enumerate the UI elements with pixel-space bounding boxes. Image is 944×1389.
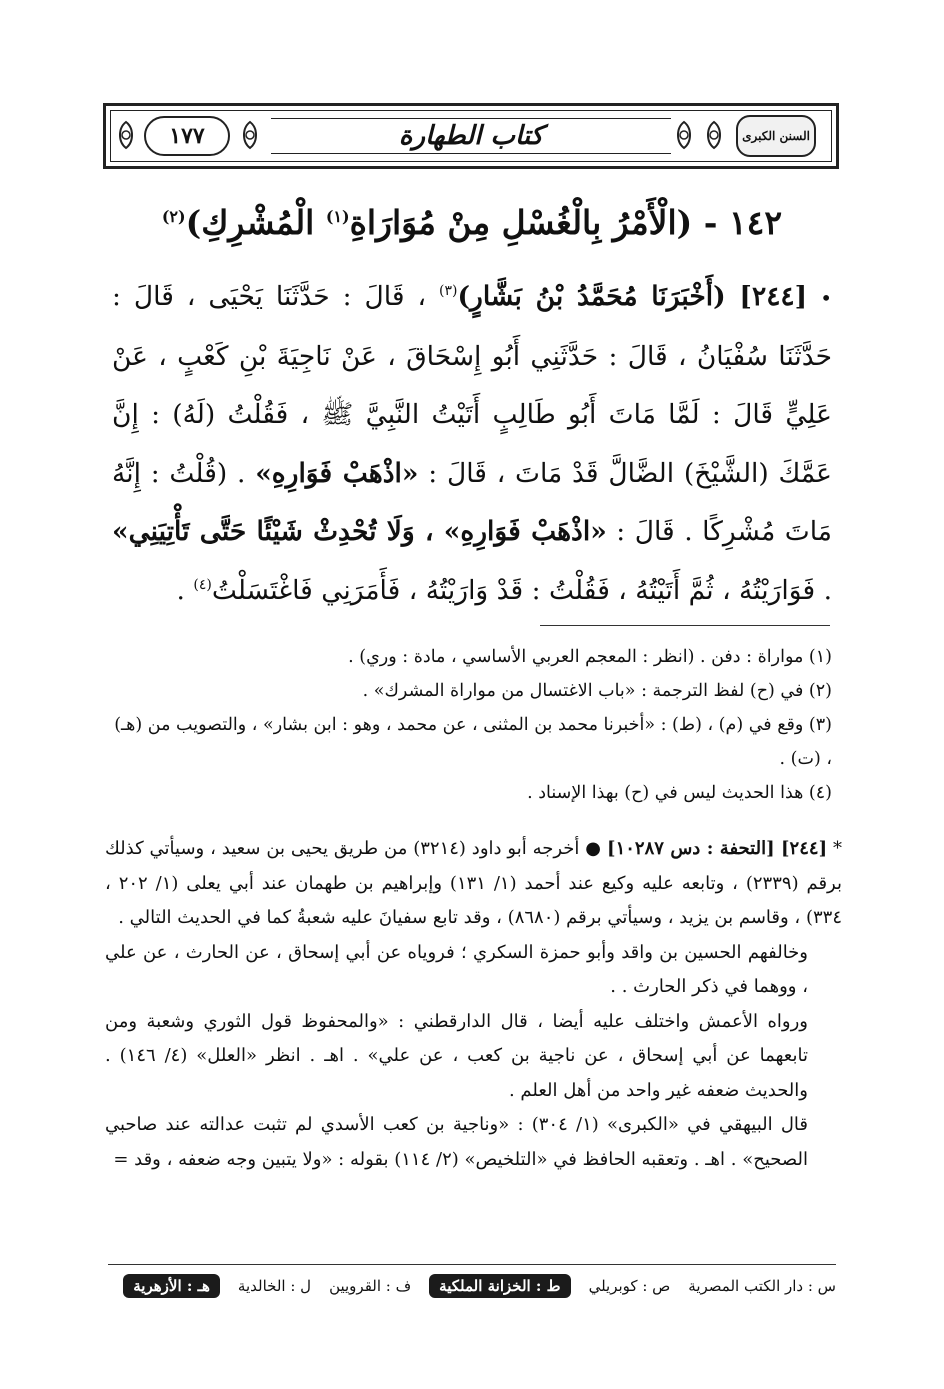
takhrij-paragraph: وخالفهم الحسين بن واقد وأبو حمزة السكري ؛ فروياه عن أبي إسحاق ، عن الحارث ، عن علي ، ووهما في ذكر الحارث . . xyxy=(105,941,808,997)
hadith-middle: . (قُلْتُ : إِنَّهُ مَاتَ مُشْرِكًا . قَالَ : xyxy=(112,457,832,547)
ornament-icon xyxy=(236,120,264,150)
running-title: كتاب الطهارة xyxy=(398,121,544,151)
emblem-text: السنن الكبرى xyxy=(742,129,810,143)
hadith-number-chain: [٢٤٤] (أَخْبَرَنَا مُحَمَّدُ بْنُ بَشَّارٍ) xyxy=(457,281,808,312)
takhrij-text: أخرجه أبو داود (٣٢١٤) من طريق يحيى بن سعيد ، وسيأتي كذلك برقم (٢٣٣٩) ، وتابعه عليه وكيع عند أحمد (١/ ١٣١) وإبراهيم بن طهمان عند أبي يعلى (١/ ٢٠٢ ، ٣٣٤) ، وقاسم بن يزيد ، وسيأتي برقم (٨٦٨٠) ، وقد تابع سفيانَ عليه شعبةُ كما في الحديث التالي . xyxy=(105,838,843,928)
footnote-marker: (١) xyxy=(325,207,350,226)
hadith-body: ، قَالَ : حَدَّثَنَا يَحْيَى ، قَالَ : حَدَّثَنَا سُفْيَانُ ، قَالَ : حَدَّثَنِي أَبُو إِسْحَاقَ ، عَنْ نَاجِيَةَ بْنِ كَعْبٍ ، عَنْ عَلِيٍّ قَالَ : لَمَّا مَاتَ أَبُو طَالِبٍ أَتَيْتُ النَّبِيَّ ﷺ ، فَقُلْتُ (لَهُ) : إِنَّ عَمَّكَ (الشَّيْخَ) الضَّالَّ قَدْ مَاتَ ، قَالَ : xyxy=(112,281,832,489)
dot-icon: ● xyxy=(585,838,602,859)
running-title-band xyxy=(271,118,671,154)
book-emblem xyxy=(736,115,816,157)
legend-item: س : دار الكتب المصرية xyxy=(688,1277,836,1295)
ornament-icon xyxy=(670,120,698,150)
footnote-marker: (٢) xyxy=(161,207,186,226)
bullet-icon: • xyxy=(820,286,832,310)
legend-item: ص : كوبريلي xyxy=(588,1277,671,1295)
takhrij-reference: [٢٤٤] [التحفة : دس ١٠٢٨٧] xyxy=(607,838,828,859)
hadith-final: . xyxy=(176,574,194,606)
page-header xyxy=(103,103,839,169)
hadith-text xyxy=(112,268,832,620)
hadith-end: . فَوَارَيْتُهُ ، ثُمَّ أَتَيْتُهُ ، فَقُلْتُ : قَدْ وَارَيْتُهُ ، فَأَمَرَنِي فَاغْتَسَلْتُ xyxy=(211,574,832,606)
takhrij-first xyxy=(105,832,842,936)
legend-item-highlighted: هـ : الأزهرية xyxy=(123,1274,220,1298)
footnote-marker: (٣) xyxy=(439,283,458,300)
legend-item: ف : القرويين xyxy=(329,1277,412,1295)
takhrij-paragraph: قال البيهقي في «الكبرى» (١/ ٣٠٤) : «وناجية بن كعب الأسدي لم تثبت عدالته عند صاحبي الصحيح» . اهـ . وتعقبه الحافظ في «التلخيص» (٢/ ١١٤) بقوله : «ولا يتبين وجه ضعفه ، وقد = xyxy=(105,1114,808,1170)
prophet-quote: «اذْهَبْ فَوَارِهِ» ، وَلَا تُحْدِثْ شَيْئًا حَتَّى تَأْتِيَنِي» xyxy=(112,516,607,547)
footnote-marker: (٤) xyxy=(193,576,212,593)
legend-item: ل : الخالدية xyxy=(237,1277,312,1295)
footnote: (٤) هذا الحديث ليس في (ح) بهذا الإسناد . xyxy=(527,783,832,803)
star-icon: * xyxy=(832,838,842,859)
footnote: (٣) وقع في (م) ، (ط) : «أخبرنا محمد بن المثنى ، عن محمد ، وهو : ابن بشار» ، والتصويب من (هـ) ، (ت) . xyxy=(114,715,832,769)
page-number: ١٧٧ xyxy=(169,123,205,149)
manuscript-legend xyxy=(108,1268,836,1304)
ornament-icon xyxy=(700,120,728,150)
legend-item-highlighted: ط : الخزانة الملكية xyxy=(429,1274,570,1298)
footnote: (١) مواراة : دفن . (انظر : المعجم العربي الأساسي ، مادة : وري) . xyxy=(348,647,832,667)
takhrij-section xyxy=(105,832,842,1177)
chapter-heading xyxy=(120,190,824,250)
ornament-icon xyxy=(112,120,140,150)
prophet-quote: «اذْهَبْ فَوَارِهِ» xyxy=(255,457,419,489)
chapter-heading-text: ١٤٢ - (الْأَمْرُ بِالْغُسْلِ مِنْ مُوَارَاةِ xyxy=(349,203,783,242)
hadith-paragraph xyxy=(112,268,832,620)
chapter-heading-end: الْمُشْرِكِ) xyxy=(185,203,326,242)
takhrij-paragraph: ورواه الأعمش واختلف عليه أيضا ، قال الدارقطني : «والمحفوظ قول الثوري وشعبة ومن تابعهما عن أبي إسحاق ، عن ناجية بن كعب ، عن علي» . اهـ . انظر «العلل» (٤/ ١٤٦) . والحديث ضعفه غير واحد من أهل العلم . xyxy=(105,1010,808,1101)
footnotes xyxy=(112,640,832,810)
footnote: (٢) في (ح) لفظ الترجمة : «باب الاغتسال من مواراة المشرك» . xyxy=(362,681,832,701)
footnote-divider xyxy=(540,625,830,626)
page-number-box xyxy=(144,116,230,156)
legend-divider xyxy=(108,1264,836,1265)
